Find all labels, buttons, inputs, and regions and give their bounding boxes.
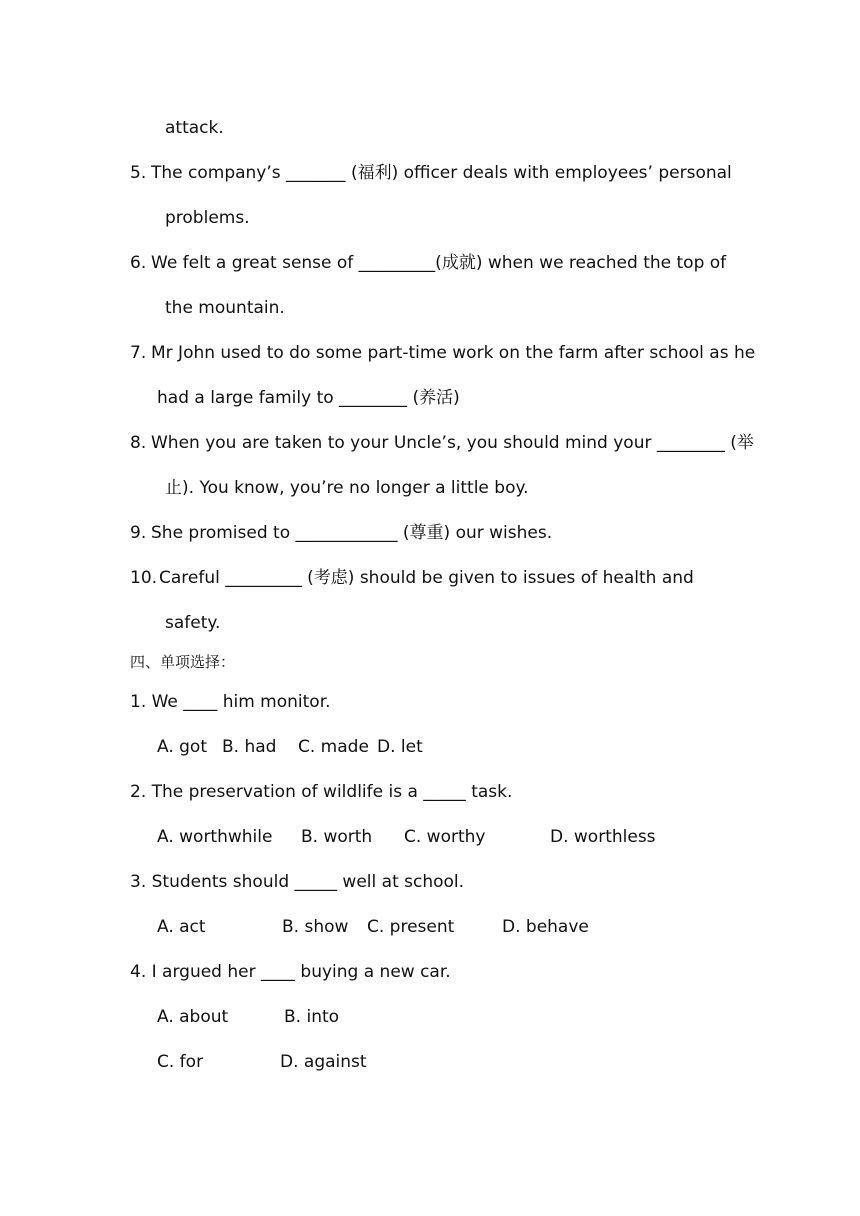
question-stem: 3. Students should _____ well at school.	[130, 872, 465, 892]
option-b[interactable]: B. worth	[301, 827, 373, 847]
item-number: 7.	[130, 343, 147, 363]
option-b[interactable]: B. into	[284, 1007, 340, 1027]
option-a[interactable]: A. got	[157, 737, 207, 757]
item-4-continuation: attack.	[165, 118, 224, 138]
option-d[interactable]: D. worthless	[550, 827, 656, 847]
item-text: Mr John used to do some part-time work on the farm after school as he	[151, 343, 756, 363]
item-text-continued: 止). You know, you’re no longer a little boy.	[165, 478, 529, 498]
options-row	[157, 1051, 757, 1073]
option-c[interactable]: C. present	[367, 917, 455, 937]
question-stem: 4. I argued her ____ buying a new car.	[130, 962, 451, 982]
item-text-continued: safety.	[165, 613, 221, 633]
question-stem: 2. The preservation of wildlife is a _____ task.	[130, 782, 513, 802]
option-b[interactable]: B. had	[222, 737, 277, 757]
item-number: 10.	[130, 568, 158, 588]
options-row	[157, 826, 757, 848]
item-text-continued: had a large family to ________ (养活)	[157, 388, 460, 408]
options-row	[157, 1006, 757, 1028]
item-text: Careful _________ (考虑) should be given to issues of health and	[159, 568, 694, 588]
item-number: 8.	[130, 433, 147, 453]
options-row	[157, 916, 757, 938]
item-number: 6.	[130, 253, 147, 273]
option-d[interactable]: D. behave	[502, 917, 589, 937]
option-c[interactable]: C. made	[298, 737, 369, 757]
item-text: When you are taken to your Uncle’s, you should mind your ________ (举	[151, 433, 754, 453]
option-a[interactable]: A. act	[157, 917, 206, 937]
item-number: 5.	[130, 163, 147, 183]
section-heading: 四、单项选择：	[130, 653, 236, 671]
option-d[interactable]: D. against	[280, 1052, 367, 1072]
options-row	[157, 736, 757, 758]
option-c[interactable]: C. worthy	[404, 827, 486, 847]
item-text: She promised to ____________ (尊重) our wishes.	[151, 523, 553, 543]
item-number: 9.	[130, 523, 147, 543]
item-text: The company’s _______ (福利) officer deals with employees’ personal	[151, 163, 732, 183]
item-text-continued: the mountain.	[165, 298, 285, 318]
option-a[interactable]: A. worthwhile	[157, 827, 273, 847]
option-a[interactable]: A. about	[157, 1007, 229, 1027]
item-text-continued: problems.	[165, 208, 250, 228]
question-stem: 1. We ____ him monitor.	[130, 692, 331, 712]
option-d[interactable]: D. let	[377, 737, 423, 757]
option-b[interactable]: B. show	[282, 917, 349, 937]
option-c[interactable]: C. for	[157, 1052, 204, 1072]
item-text: We felt a great sense of _________(成就) when we reached the top of	[151, 253, 727, 273]
